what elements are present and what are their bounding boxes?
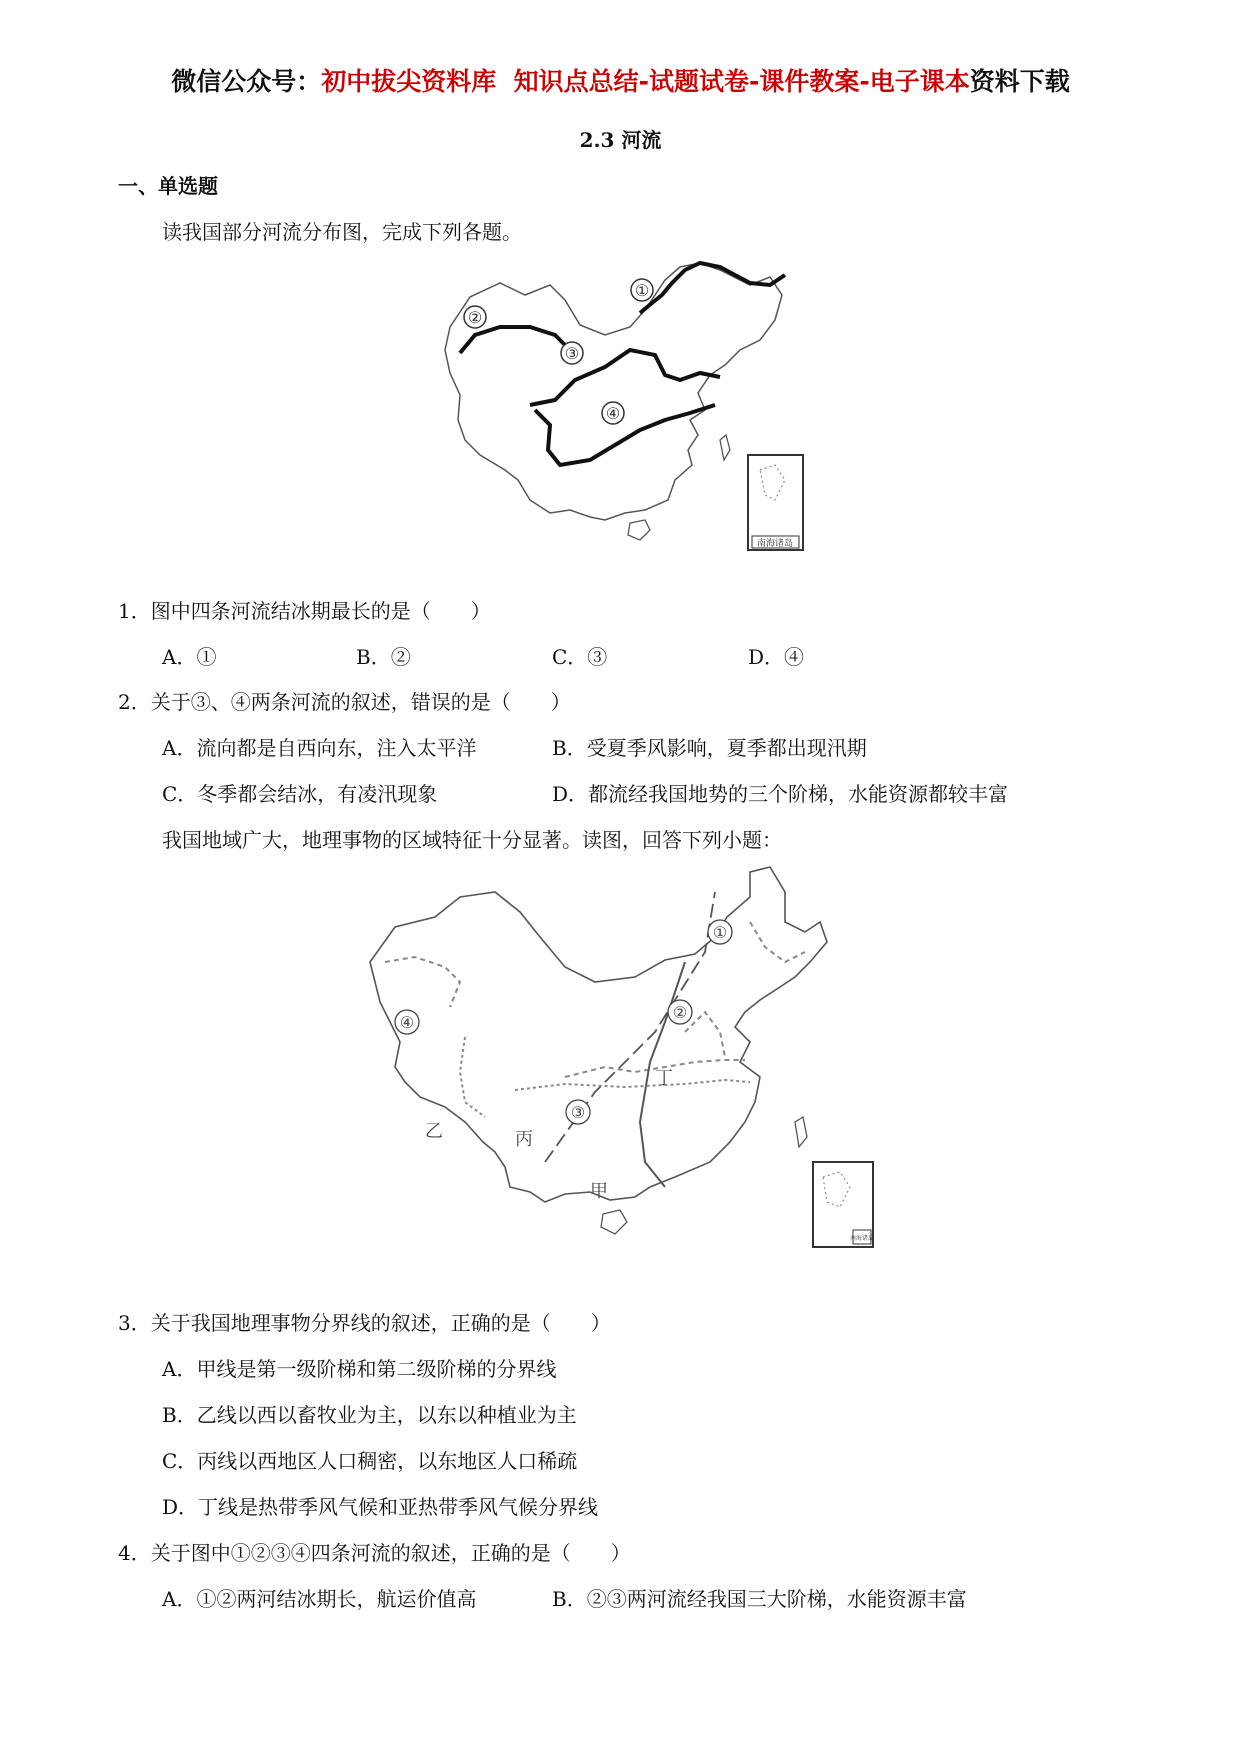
header-red-2: 知识点总结-试题试卷-课件教案-电子课本 [513, 67, 970, 96]
svg-text:④: ④ [605, 404, 621, 423]
q2-stem: 2．关于③、④两条河流的叙述，错误的是（ ） [118, 690, 571, 714]
svg-text:③: ③ [570, 1103, 586, 1122]
svg-text:②: ② [672, 1003, 688, 1022]
taiwan-island-2 [795, 1117, 807, 1147]
river-3-yellow [530, 350, 720, 405]
q2-option-d[interactable]: D．都流经我国地势的三个阶梯，水能资源都较丰富 [552, 782, 1009, 806]
q3-option-b[interactable]: B．乙线以西以畜牧业为主，以东以种植业为主 [162, 1403, 577, 1427]
q2-option-b[interactable]: B．受夏季风影响，夏季都出现汛期 [552, 736, 867, 760]
river-1-heilongjiang [640, 263, 785, 313]
svg-text:②: ② [467, 308, 483, 327]
svg-text:①: ① [634, 281, 650, 300]
line-label-bing: 丙 [515, 1129, 533, 1150]
map2-inset [813, 1162, 874, 1247]
hainan-island-1 [628, 520, 650, 540]
river-4 [385, 957, 460, 1007]
q1-option-a[interactable]: A．① [162, 645, 217, 669]
line-label-ding: 丁 [655, 1068, 673, 1089]
line-label-yi: 乙 [425, 1121, 443, 1142]
map1-label-4 [602, 402, 624, 424]
taiwan-island-1 [720, 435, 730, 460]
intro-2: 我国地域广大，地理事物的区域特征十分显著。读图，回答下列小题： [162, 828, 782, 852]
svg-text:③: ③ [564, 344, 580, 363]
map1-label-1 [631, 279, 653, 301]
header-suffix: 资料下载 [969, 67, 1070, 96]
china-map-2 [365, 862, 875, 1272]
map1-label-3 [561, 342, 583, 364]
map2-label-2 [668, 1000, 692, 1024]
q4-stem: 4．关于图中①②③④四条河流的叙述，正确的是（ ） [118, 1541, 631, 1565]
page-title: 2.3 河流 [579, 128, 662, 152]
svg-text:④: ④ [399, 1013, 415, 1032]
intro-1: 读我国部分河流分布图，完成下列各题。 [162, 220, 522, 244]
header-prefix: 微信公众号： [171, 67, 322, 96]
river-map-1 [430, 255, 810, 555]
china-outline-2 [370, 867, 827, 1202]
q4-option-a[interactable]: A．①②两河结冰期长，航运价值高 [162, 1587, 477, 1611]
line-yi [460, 1037, 485, 1117]
q1-option-c[interactable]: C．③ [552, 645, 608, 669]
svg-text:①: ① [712, 923, 728, 942]
q1-option-d[interactable]: D．④ [748, 645, 805, 669]
line-ding [515, 1080, 750, 1090]
river-2 [685, 1012, 725, 1057]
page-header [0, 62, 1241, 98]
q4-option-b[interactable]: B．②③两河流经我国三大阶梯，水能资源丰富 [552, 1587, 967, 1611]
q3-stem: 3．关于我国地理事物分界线的叙述，正确的是（ ） [118, 1311, 611, 1335]
hainan-island-2 [601, 1210, 627, 1234]
q3-option-d[interactable]: D．丁线是热带季风气候和亚热带季风气候分界线 [162, 1495, 599, 1519]
svg-text:南海诸岛: 南海诸岛 [849, 1235, 875, 1242]
svg-text:南海诸岛: 南海诸岛 [756, 539, 794, 549]
q3-option-c[interactable]: C．丙线以西地区人口稠密，以东地区人口稀疏 [162, 1449, 578, 1473]
map2-label-4 [395, 1010, 419, 1034]
river-4-yangtze [535, 405, 715, 465]
section-heading: 一、单选题 [118, 174, 218, 198]
q2-option-c[interactable]: C．冬季都会结冰，有凌汛现象 [162, 782, 438, 806]
line-label-jia: 甲 [590, 1181, 608, 1202]
river-2-tarim [460, 327, 570, 353]
q3-option-a[interactable]: A．甲线是第一级阶梯和第二级阶梯的分界线 [162, 1357, 557, 1381]
map1-label-2b [464, 306, 486, 328]
q1-stem: 1．图中四条河流结冰期最长的是（ ） [118, 599, 491, 623]
map2-label-1 [708, 920, 732, 944]
q1-option-b[interactable]: B．② [356, 645, 411, 669]
china-outline-1 [445, 263, 782, 520]
header-red-1: 初中拔尖资料库 [321, 67, 497, 96]
q2-option-a[interactable]: A．流向都是自西向东，注入太平洋 [162, 736, 477, 760]
map2-label-3 [566, 1100, 590, 1124]
map1-inset [748, 455, 803, 550]
